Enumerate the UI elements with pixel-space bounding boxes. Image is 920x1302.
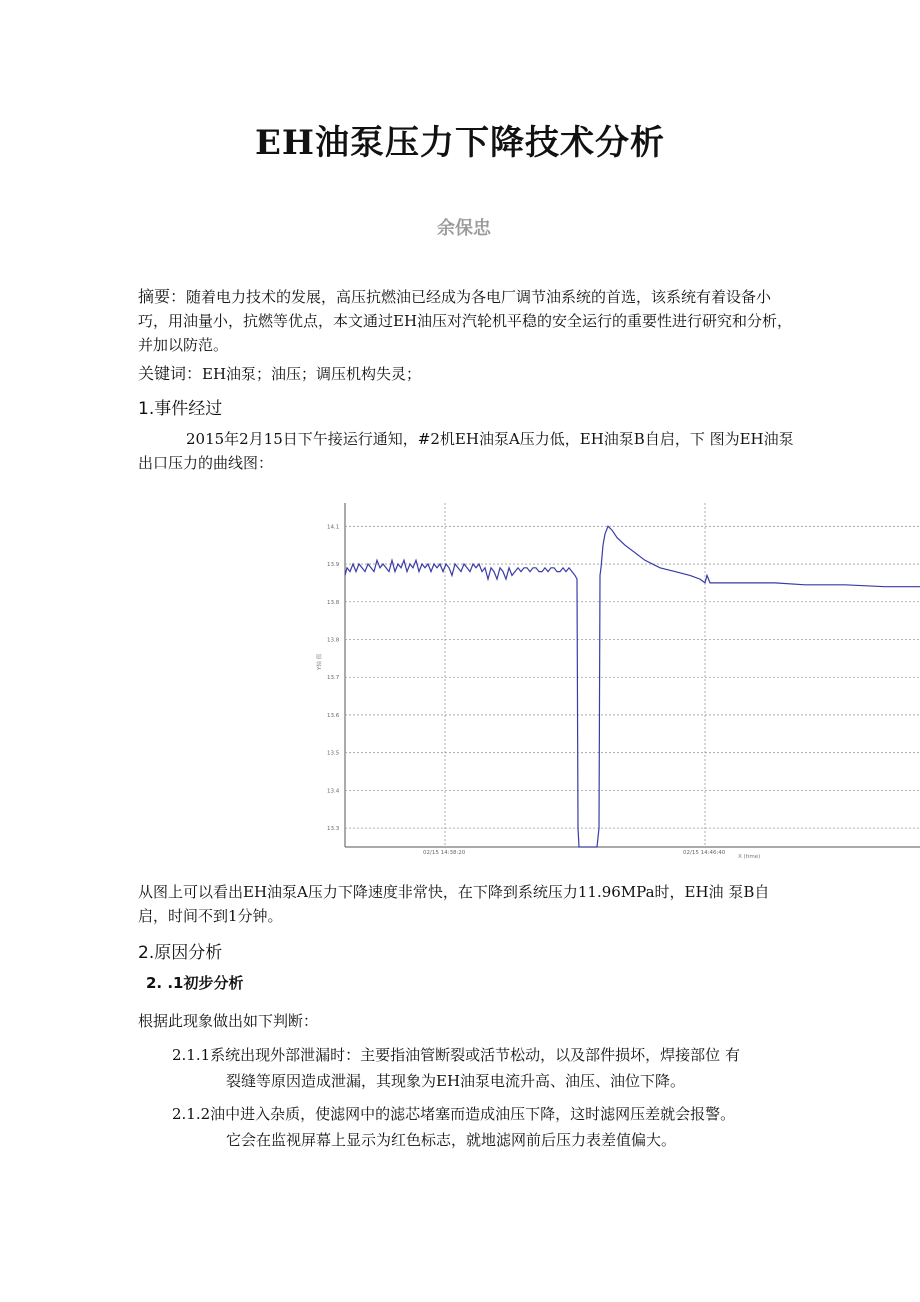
y-tick-label: 13.4 (327, 788, 340, 795)
pressure-chart-svg (310, 495, 920, 865)
pressure-chart (310, 495, 920, 865)
abstract (138, 285, 798, 357)
y-tick-label: 14.1 (327, 524, 340, 531)
abstract-text: 随着电力技术的发展，高压抗燃油已经成为各电厂调节油系统的首选，该系统有着设备小巧，用油量小，抗燃等优点，本文通过EH油压对汽轮机平稳的安全运行的重要性进行研究和分析，并加以防范。 (138, 288, 793, 354)
chart-grid (345, 503, 920, 847)
keywords (138, 362, 798, 386)
y-tick-label: 13.5 (327, 750, 340, 757)
post-chart-paragraph: 从图上可以看出EH油泵A压力下降速度非常快，在下降到系统压力11.96MPa时，EH油 泵B自启，时间不到1分钟。 (138, 883, 770, 925)
y-axis-label: Y轴 值 (317, 653, 323, 670)
x-axis-label: X (time) (738, 854, 761, 860)
x-tick-label: 02/15 14:38:20 (423, 850, 466, 856)
author-name: 余保忠 (437, 218, 491, 239)
y-tick-label: 13.9 (327, 562, 340, 569)
series-line-outlet-pressure (345, 526, 920, 847)
x-tick-labels (423, 850, 726, 856)
list-item-2-1-1-first: 2.1.1系统出现外部泄漏时：主要指油管断裂或活节松动，以及部件损坏，焊接部位 有 (172, 1046, 740, 1064)
y-tick-label: 13.8 (327, 599, 340, 606)
y-tick-label: 13.8 (327, 637, 340, 644)
keywords-label: 关键词： (138, 364, 203, 383)
section-heading-event: 1.事件经过 (138, 399, 223, 419)
y-tick-label: 13.6 (327, 712, 340, 719)
section-heading-cause: 2.原因分析 (138, 943, 223, 963)
list-item-2-1-2 (172, 1101, 802, 1153)
judgement-intro: 根据此现象做出如下判断： (138, 1012, 319, 1030)
y-tick-label: 13.3 (327, 826, 340, 833)
list-item-2-1-1 (172, 1042, 802, 1094)
keywords-text: EH油泵；油压；调压机构失灵； (202, 365, 422, 383)
list-item-2-1-1-cont: 裂缝等原因造成泄漏，其现象为EH油泵电流升高、油压、油位下降。 (226, 1072, 686, 1090)
y-tick-label: 13.7 (327, 675, 340, 682)
paper-title: EH油泵压力下降技术分析 (254, 123, 666, 163)
list-item-2-1-2-first: 2.1.2油中进入杂质，使滤网中的滤芯堵塞而造成油压下降，这时滤网压差就会报警。 (172, 1105, 736, 1123)
list-item-2-1-2-cont: 它会在监视屏幕上显示为红色标志，就地滤网前后压力表差值偏大。 (226, 1131, 677, 1149)
y-tick-labels (327, 524, 340, 832)
subheading-preliminary: 2. .1初步分析 (146, 974, 244, 992)
x-tick-label: 02/15 14:46:40 (683, 850, 726, 856)
abstract-label: 摘要： (138, 287, 187, 306)
event-paragraph: 2015年2月15日下午接运行通知，#2机EH油泵A压力低，EH油泵B自启，下 图为EH油泵出口压力的曲线图： (138, 430, 794, 472)
